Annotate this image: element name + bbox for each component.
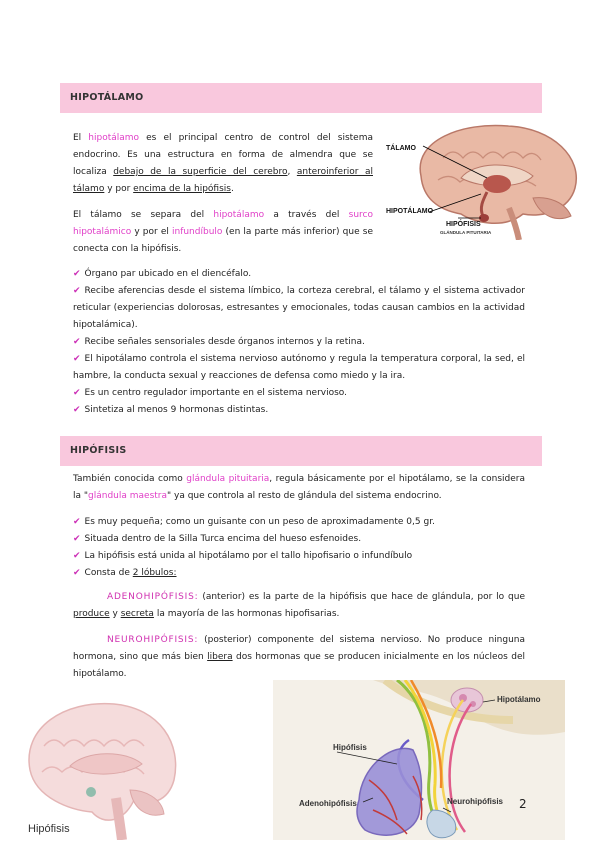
label-talamo: TÁLAMO	[386, 145, 416, 152]
checkmark-icon: ✔	[73, 534, 81, 544]
list-item: ✔ Órgano par ubicado en el diencéfalo.	[73, 269, 252, 279]
checkmark-icon: ✔	[73, 568, 81, 578]
hipofisis-facts-list	[73, 514, 525, 582]
section-header-hipofisis	[60, 436, 542, 466]
list-item: ✔ Sintetiza al menos 9 hormonas distintas.	[73, 405, 269, 415]
section-title: HIPÓFISIS	[70, 445, 127, 456]
checkmark-icon: ✔	[73, 551, 81, 561]
label-neurohipofisis: Neurohipófisis	[447, 797, 504, 806]
page-number: 2	[519, 797, 527, 811]
adenohipofisis-paragraph: ADENOHIPÓFISIS: (anterior) es la parte de la hipófisis que hace de glándula, por lo que produce y secreta la mayoría de las hormonas hipofisarias.	[73, 592, 525, 619]
checkmark-icon: ✔	[73, 286, 81, 296]
hipofisis-intro: También conocida como glándula pituitaria, regula básicamente por el hipotálamo, se la considera la "glándula maestra" ya que controla al resto de glándula del sistema endocrino.	[73, 474, 525, 501]
list-item: ✔ El hipotálamo controla el sistema nervioso autónomo y regula la temperatura corporal, la sed, el hambre, la conducta sexual y reacciones de defensa como miedo y la ira.	[73, 354, 525, 381]
label-hipotalamo-right: Hipotálamo	[497, 695, 541, 704]
label-adenohipofisis: Adenohipófisis	[299, 799, 357, 808]
checkmark-icon: ✔	[73, 354, 81, 364]
neurohipofisis-paragraph: NEUROHIPÓFISIS: (posterior) componente del sistema nervioso. No produce ninguna hormona, sino que más bien libera dos hormonas que se producen inicialmente en los núcleos del hipotálamo.	[73, 635, 525, 679]
pituitary-pathway-figure	[273, 680, 565, 840]
label-hipofisis-right: Hipófisis	[333, 743, 367, 752]
checkmark-icon: ✔	[73, 517, 81, 527]
hipotalamo-facts-list	[73, 266, 525, 419]
list-item: ✔ Consta de 2 lóbulos:	[73, 568, 177, 578]
list-item: ✔ La hipófisis está unida al hipotálamo por el tallo hipofisario o infundíbulo	[73, 551, 413, 561]
label-hipofisis: HIPÓFISIS	[446, 221, 481, 228]
brain-sagittal-figure	[383, 118, 593, 240]
label-hipofisis-left: Hipófisis	[28, 823, 70, 835]
list-item: ✔ Situada dentro de la Silla Turca encima del hueso esfenoides.	[73, 534, 362, 544]
brain-hipofisis-figure	[22, 694, 182, 840]
list-item: ✔ Recibe aferencias desde el sistema límbico, la corteza cerebral, el tálamo y el sistema activador reticular (experiencias dolorosas, estresantes y emocionales, todas causan cambios en la actividad hipotalámica).	[73, 286, 525, 330]
label-hipotalamo: HIPOTÁLAMO	[386, 208, 434, 215]
section-title: HIPOTÁLAMO	[70, 92, 144, 103]
talamo-separation: El tálamo se separa del hipotálamo a través del surco hipotalámico y por el infundíbulo (en la parte más inferior) que se conecta con la hipófisis.	[73, 210, 373, 254]
hipotalamo-definition: El hipotálamo es el principal centro de control del sistema endocrino. Es una estructura en forma de almendra que se localiza debajo de la superficie del cerebro, anteroinferior al tálamo y por encima de la hipófisis.	[73, 133, 373, 194]
section-header-hipotalamo	[60, 83, 542, 113]
list-item: ✔ Es muy pequeña; como un guisante con un peso de aproximadamente 0,5 gr.	[73, 517, 435, 527]
checkmark-icon: ✔	[73, 269, 81, 279]
list-item: ✔ Recibe señales sensoriales desde órganos internos y la retina.	[73, 337, 365, 347]
checkmark-icon: ✔	[73, 388, 81, 398]
list-item: ✔ Es un centro regulador importante en el sistema nervioso.	[73, 388, 348, 398]
checkmark-icon: ✔	[73, 405, 81, 415]
label-pituitaria: GLÁNDULA PITUITARIA	[440, 230, 492, 235]
checkmark-icon: ✔	[73, 337, 81, 347]
